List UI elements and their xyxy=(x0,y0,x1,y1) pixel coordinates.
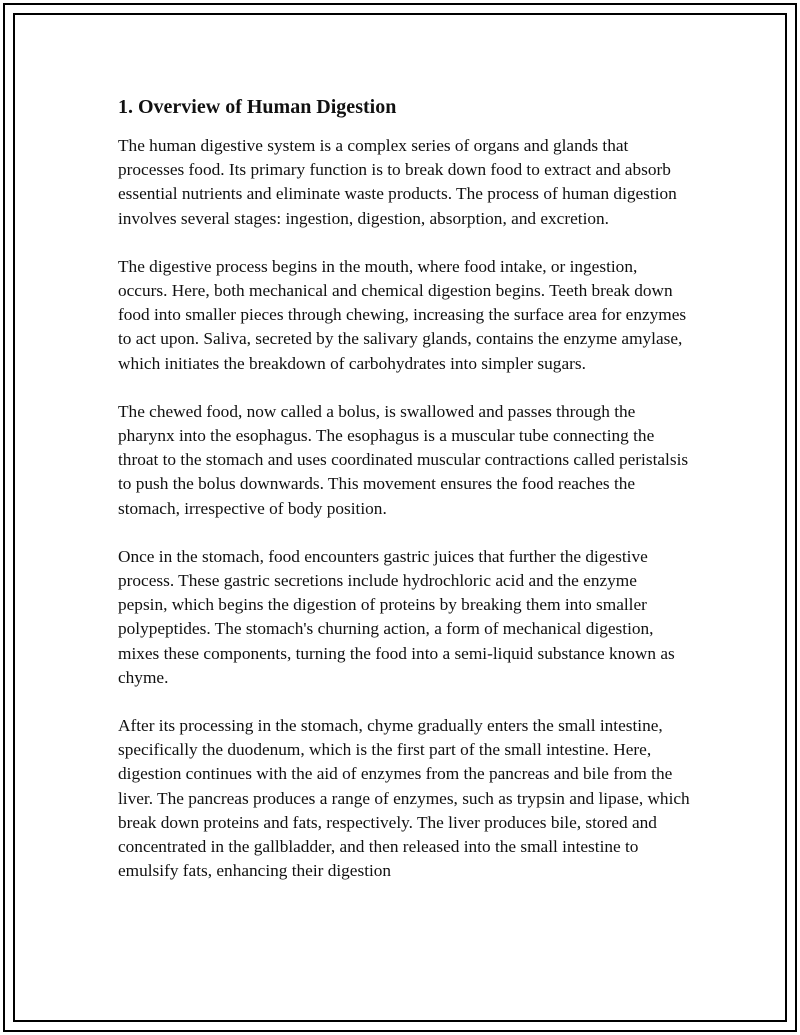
document-body xyxy=(118,93,690,883)
section-heading: 1. Overview of Human Digestion xyxy=(118,96,397,118)
paragraph-overview: The human digestive system is a complex series of organs and glands that processes food. Its primary function is to break down food to extract and absorb essential nutrients and eliminate waste products. The process of human digestion involves several stages: ingestion, digestion, absorption, and excretion. xyxy=(118,136,677,228)
paragraph-esophagus: The chewed food, now called a bolus, is swallowed and passes through the pharynx into the esophagus. The esophagus is a muscular tube connecting the throat to the stomach and uses coordinated muscular contractions called peristalsis to push the bolus downwards. This movement ensures the food reaches the stomach, irrespective of body position. xyxy=(118,401,689,518)
paragraph-stomach: Once in the stomach, food encounters gastric juices that further the digestive process. These gastric secretions include hydrochloric acid and the enzyme pepsin, which begins the digestion of proteins by breaking them into smaller polypeptides. The stomach's churning action, a form of mechanical digestion, mixes these components, turning the food into a semi-liquid substance known as chyme. xyxy=(118,546,675,687)
paragraph-small-intestine: After its processing in the stomach, chyme gradually enters the small intestine, specifically the duodenum, which is the first part of the small intestine. Here, digestion continues with the aid of enzymes from the pancreas and bile from the liver. The pancreas produces a range of enzymes, such as trypsin and lipase, which break down proteins and fats, respectively. The liver produces bile, stored and concentrated in the gallbladder, and then released into the small intestine to emulsify fats, enhancing their digestion xyxy=(118,716,690,881)
paragraph-mouth: The digestive process begins in the mouth, where food intake, or ingestion, occurs. Here, both mechanical and chemical digestion begins. Teeth break down food into smaller pieces through chewing, increasing the surface area for enzymes to act upon. Saliva, secreted by the salivary glands, contains the enzyme amylase, which initiates the breakdown of carbohydrates into simpler sugars. xyxy=(118,256,687,373)
